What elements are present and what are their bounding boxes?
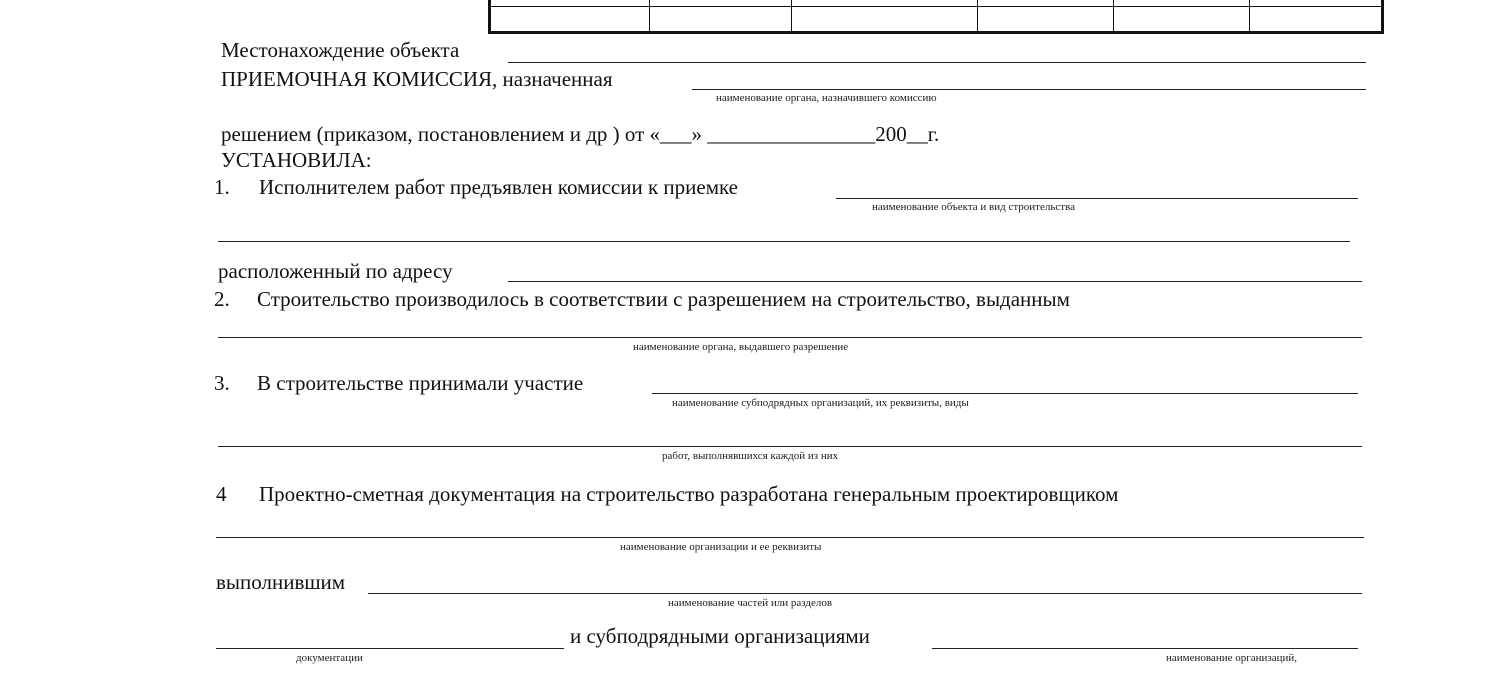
address-field-line[interactable] bbox=[508, 281, 1362, 282]
table-column-divider bbox=[1249, 0, 1250, 31]
item1-field-line[interactable] bbox=[836, 198, 1358, 199]
item3-field-line[interactable] bbox=[652, 393, 1358, 394]
table-inner-rule bbox=[491, 6, 1381, 7]
item3-text: В строительстве принимали участие bbox=[257, 371, 584, 395]
table-column-divider bbox=[791, 0, 792, 31]
organizations-caption: наименование организаций, bbox=[1166, 652, 1298, 664]
documentation-field-line[interactable] bbox=[216, 648, 564, 649]
table-column-divider bbox=[649, 0, 650, 31]
documentation-caption: документации bbox=[296, 652, 363, 664]
header-table-fragment bbox=[488, 0, 1384, 34]
item4-field-line[interactable] bbox=[216, 537, 1364, 538]
item4-number: 4 bbox=[216, 482, 227, 506]
item3-caption-2: работ, выполнявшихся каждой из них bbox=[662, 450, 839, 462]
item4-text: Проектно-сметная документация на строительство разработана генеральным проектировщиком bbox=[259, 482, 1119, 506]
location-label: Местонахождение объекта bbox=[221, 38, 460, 62]
established-label: УСТАНОВИЛА: bbox=[221, 148, 372, 172]
item3-number: 3. bbox=[214, 371, 230, 395]
subcontract-text: и субподрядными организациями bbox=[570, 624, 870, 648]
item3-continuation-line[interactable] bbox=[218, 446, 1362, 447]
address-label: расположенный по адресу bbox=[218, 259, 453, 283]
commission-field-line[interactable] bbox=[692, 89, 1366, 90]
item1-continuation-line[interactable] bbox=[218, 241, 1350, 242]
table-column-divider bbox=[977, 0, 978, 31]
table-column-divider bbox=[1113, 0, 1114, 31]
item3-caption-1: наименование субподрядных организаций, их реквизиты, виды bbox=[672, 397, 969, 409]
location-field-line[interactable] bbox=[508, 62, 1366, 63]
item2-field-line[interactable] bbox=[218, 337, 1362, 338]
item1-text: Исполнителем работ предъявлен комиссии к приемке bbox=[259, 175, 738, 199]
decision-text: решением (приказом, постановлением и др ) от «___» ________________200__г. bbox=[221, 122, 940, 146]
commission-label: ПРИЕМОЧНАЯ КОМИССИЯ, назначенная bbox=[221, 67, 613, 91]
item1-caption: наименование объекта и вид строительства bbox=[872, 201, 1075, 213]
item4-caption: наименование организации и ее реквизиты bbox=[620, 541, 822, 553]
performed-field-line[interactable] bbox=[368, 593, 1362, 594]
item2-number: 2. bbox=[214, 287, 230, 311]
item2-caption: наименование органа, выдавшего разрешение bbox=[633, 341, 849, 353]
performed-caption: наименование частей или разделов bbox=[668, 597, 833, 609]
commission-caption: наименование органа, назначившего комиссию bbox=[716, 92, 937, 104]
subcontract-field-line[interactable] bbox=[932, 648, 1358, 649]
performed-label: выполнившим bbox=[216, 570, 346, 594]
item2-text: Строительство производилось в соответствии с разрешением на строительство, выданным bbox=[257, 287, 1070, 311]
item1-number: 1. bbox=[214, 175, 230, 199]
